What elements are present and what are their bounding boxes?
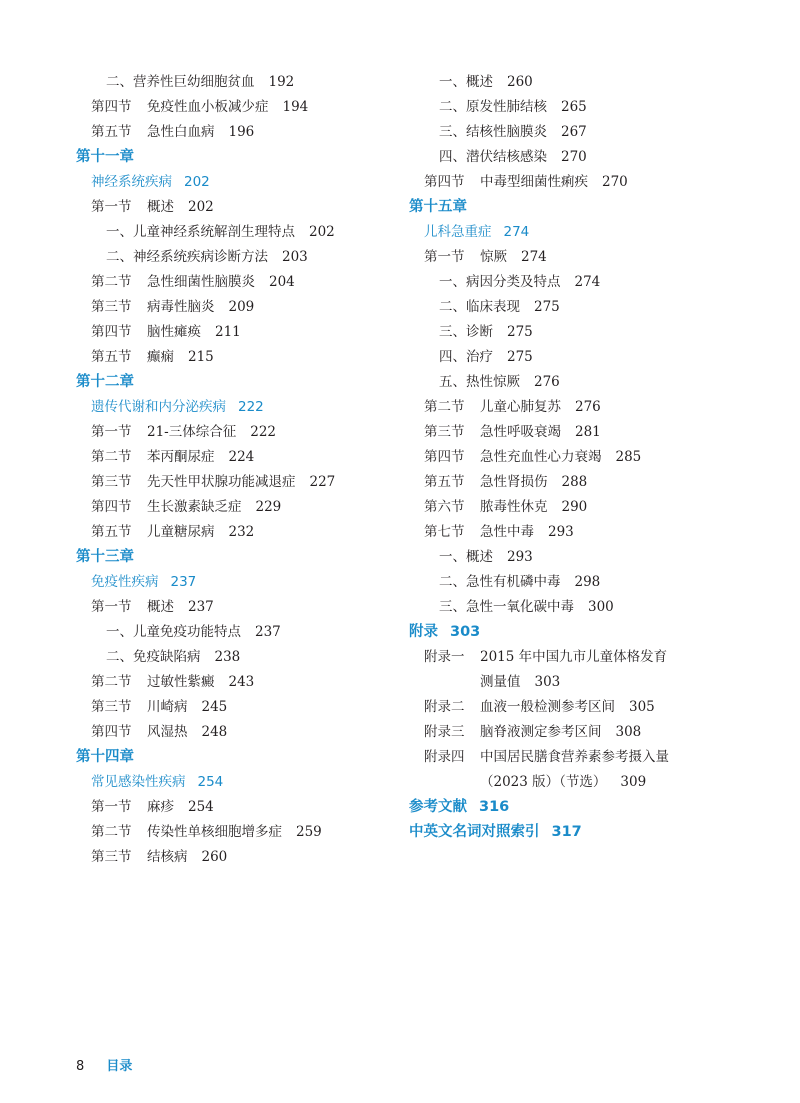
footer-label: 目录 <box>106 1059 133 1074</box>
entry-label: 第四节 <box>424 174 465 190</box>
entry-title: 血液一般检测参考区间 <box>480 699 615 715</box>
entry-title: 中国居民膳食营养素参考摄入量 <box>480 749 669 765</box>
entry-label: 第二节 <box>91 449 132 465</box>
toc-entry-chapter[interactable] <box>409 820 779 845</box>
toc-entry-chapter[interactable] <box>76 370 406 395</box>
entry-title: 二、神经系统疾病诊断方法 <box>106 249 268 265</box>
toc-entry-section[interactable] <box>76 670 406 695</box>
entry-page-number: 309 <box>620 774 647 790</box>
entry-title: 三、急性一氧化碳中毒 <box>439 599 574 615</box>
entry-page-number: 227 <box>309 474 336 490</box>
entry-page-number: 237 <box>255 624 281 640</box>
entry-page-number: 222 <box>250 424 277 440</box>
entry-label: 附录三 <box>424 724 465 740</box>
entry-page-number: 275 <box>507 349 533 365</box>
toc-entry-section[interactable] <box>76 795 406 820</box>
entry-title: 测量值 <box>480 674 521 690</box>
entry-title: 苯丙酮尿症 <box>147 449 215 465</box>
entry-title: 一、儿童免疫功能特点 <box>106 624 241 640</box>
toc-entry-appendix[interactable] <box>409 695 779 720</box>
entry-label: 第五节 <box>91 124 132 140</box>
toc-entry-section[interactable] <box>76 270 406 295</box>
entry-title: 四、潜伏结核感染 <box>439 149 547 165</box>
entry-page-number: 202 <box>188 199 214 215</box>
entry-title: 免疫性血小板减少症 <box>147 99 269 115</box>
toc-entry-sub[interactable] <box>76 220 406 245</box>
entry-label: 第二节 <box>91 274 132 290</box>
entry-page-number: 243 <box>228 674 255 690</box>
toc-entry-part[interactable] <box>76 770 406 795</box>
toc-entry-section[interactable] <box>409 520 779 545</box>
entry-title: 脑脊液测定参考区间 <box>480 724 602 740</box>
entry-label: 第三节 <box>91 699 132 715</box>
toc-entry-sub[interactable] <box>409 320 779 345</box>
toc-entry-sub[interactable] <box>409 120 779 145</box>
toc-entry-sub[interactable] <box>76 645 406 670</box>
entry-page-number: 254 <box>197 774 224 790</box>
toc-entry-sub[interactable] <box>409 595 779 620</box>
entry-title: 病毒性脑炎 <box>147 299 215 315</box>
toc-entry-sub[interactable] <box>409 545 779 570</box>
page-footer <box>76 1055 132 1074</box>
toc-entry-section[interactable] <box>409 470 779 495</box>
entry-title: 结核病 <box>147 849 188 865</box>
toc-entry-appendix-cont[interactable] <box>409 770 779 795</box>
toc-entry-part[interactable] <box>409 220 779 245</box>
entry-label: 第一节 <box>91 599 132 615</box>
entry-page-number: 275 <box>507 324 533 340</box>
entry-page-number: 196 <box>228 124 255 140</box>
entry-label: 第四节 <box>91 324 132 340</box>
entry-title: 参考文献 <box>409 799 467 815</box>
toc-entry-sub[interactable] <box>409 570 779 595</box>
toc-entry-section[interactable] <box>76 720 406 745</box>
entry-title: 脑性瘫痪 <box>147 324 201 340</box>
entry-page-number: 267 <box>561 124 587 140</box>
entry-label: 第七节 <box>424 524 465 540</box>
entry-label: 第二节 <box>91 824 132 840</box>
entry-title: 一、概述 <box>439 74 493 90</box>
entry-page-number: 260 <box>507 74 533 90</box>
toc-entry-section[interactable] <box>409 245 779 270</box>
entry-page-number: 303 <box>450 624 481 640</box>
entry-page-number: 203 <box>282 249 308 265</box>
entry-page-number: 303 <box>534 674 561 690</box>
entry-title: 第十二章 <box>76 374 134 390</box>
entry-page-number: 204 <box>269 274 295 290</box>
toc-left-column <box>76 70 406 870</box>
entry-title: 第十四章 <box>76 749 134 765</box>
toc-entry-chapter[interactable] <box>76 145 406 170</box>
entry-label: 第三节 <box>91 849 132 865</box>
entry-page-number: 293 <box>548 524 574 540</box>
entry-page-number: 316 <box>479 799 510 815</box>
toc-entry-section[interactable] <box>76 820 406 845</box>
entry-page-number: 308 <box>615 724 642 740</box>
entry-label: 第二节 <box>424 399 465 415</box>
toc-entry-sub[interactable] <box>409 95 779 120</box>
entry-page-number: 202 <box>184 174 210 190</box>
entry-label: 第五节 <box>91 349 132 365</box>
entry-title: 中英文名词对照索引 <box>409 824 540 840</box>
entry-page-number: 281 <box>575 424 601 440</box>
entry-title: 三、诊断 <box>439 324 493 340</box>
entry-title: 中毒型细菌性痢疾 <box>480 174 588 190</box>
entry-title: 概述 <box>147 599 174 615</box>
entry-title: 一、病因分类及特点 <box>439 274 561 290</box>
entry-title: 癫痫 <box>147 349 174 365</box>
entry-label: 附录四 <box>424 749 465 765</box>
toc-entry-part[interactable] <box>76 395 406 420</box>
toc-entry-chapter[interactable] <box>409 795 779 820</box>
entry-title: （2023 版）（节选） <box>480 774 607 790</box>
entry-page-number: 260 <box>201 849 228 865</box>
entry-title: 二、免疫缺陷病 <box>106 649 201 665</box>
entry-title: 遗传代谢和内分泌疾病 <box>91 399 226 415</box>
toc-entry-sub[interactable] <box>409 70 779 95</box>
toc-entry-section[interactable] <box>76 195 406 220</box>
entry-title: 一、概述 <box>439 549 493 565</box>
toc-entry-section[interactable] <box>409 395 779 420</box>
toc-entry-section[interactable] <box>409 420 779 445</box>
entry-title: 川崎病 <box>147 699 188 715</box>
toc-entry-sub[interactable] <box>409 295 779 320</box>
toc-entry-section[interactable] <box>76 495 406 520</box>
toc-right-column <box>409 70 779 845</box>
entry-page-number: 276 <box>575 399 601 415</box>
entry-page-number: 232 <box>228 524 255 540</box>
entry-label: 第一节 <box>91 424 132 440</box>
entry-title: 附录 <box>409 624 438 640</box>
entry-title: 惊厥 <box>480 249 507 265</box>
toc-entry-chapter[interactable] <box>76 745 406 770</box>
toc-entry-section[interactable] <box>76 445 406 470</box>
entry-page-number: 245 <box>201 699 228 715</box>
entry-title: 二、原发性肺结核 <box>439 99 547 115</box>
entry-title: 生长激素缺乏症 <box>147 499 242 515</box>
entry-title: 儿童心肺复苏 <box>480 399 561 415</box>
entry-title: 常见感染性疾病 <box>91 774 186 790</box>
entry-label: 第三节 <box>91 299 132 315</box>
entry-label: 第三节 <box>424 424 465 440</box>
entry-page-number: 265 <box>561 99 587 115</box>
toc-entry-section[interactable] <box>76 695 406 720</box>
toc-entry-section[interactable] <box>76 345 406 370</box>
entry-title: 急性细菌性脑膜炎 <box>147 274 255 290</box>
entry-title: 第十一章 <box>76 149 134 165</box>
entry-title: 免疫性疾病 <box>91 574 159 590</box>
entry-title: 二、临床表现 <box>439 299 520 315</box>
entry-page-number: 229 <box>255 499 282 515</box>
entry-page-number: 317 <box>551 824 582 840</box>
toc-entry-sub[interactable] <box>76 70 406 95</box>
entry-label: 第一节 <box>91 799 132 815</box>
entry-page-number: 270 <box>561 149 587 165</box>
entry-title: 急性肾损伤 <box>480 474 548 490</box>
entry-page-number: 238 <box>214 649 241 665</box>
toc-entry-section[interactable] <box>76 520 406 545</box>
entry-title: 急性白血病 <box>147 124 215 140</box>
toc-entry-section[interactable] <box>409 445 779 470</box>
entry-title: 五、热性惊厥 <box>439 374 520 390</box>
toc-entry-chapter[interactable] <box>409 620 779 645</box>
entry-label: 第四节 <box>424 449 465 465</box>
entry-label: 第五节 <box>91 524 132 540</box>
entry-label: 附录二 <box>424 699 465 715</box>
entry-title: 麻疹 <box>147 799 174 815</box>
entry-page-number: 274 <box>503 224 530 240</box>
toc-entry-section[interactable] <box>76 595 406 620</box>
entry-page-number: 202 <box>309 224 335 240</box>
entry-page-number: 192 <box>268 74 295 90</box>
entry-title: 二、急性有机磷中毒 <box>439 574 561 590</box>
toc-entry-appendix[interactable] <box>409 745 779 770</box>
entry-page-number: 237 <box>170 574 197 590</box>
entry-title: 四、治疗 <box>439 349 493 365</box>
entry-page-number: 274 <box>574 274 601 290</box>
entry-label: 第六节 <box>424 499 465 515</box>
toc-entry-chapter[interactable] <box>409 195 779 220</box>
entry-page-number: 276 <box>534 374 560 390</box>
toc-entry-section[interactable] <box>76 295 406 320</box>
entry-page-number: 254 <box>188 799 214 815</box>
entry-page-number: 211 <box>215 324 241 340</box>
entry-label: 第一节 <box>424 249 465 265</box>
entry-label: 第三节 <box>91 474 132 490</box>
entry-page-number: 285 <box>615 449 642 465</box>
toc-entry-section[interactable] <box>409 495 779 520</box>
entry-title: 急性充血性心力衰竭 <box>480 449 602 465</box>
toc-entry-part[interactable] <box>76 170 406 195</box>
toc-entry-sub[interactable] <box>409 345 779 370</box>
entry-page-number: 209 <box>228 299 255 315</box>
entry-title: 脓毒性休克 <box>480 499 548 515</box>
entry-page-number: 274 <box>521 249 547 265</box>
entry-page-number: 293 <box>507 549 533 565</box>
entry-title: 神经系统疾病 <box>91 174 172 190</box>
entry-page-number: 259 <box>296 824 322 840</box>
entry-label: 第四节 <box>91 724 132 740</box>
entry-title: 21-三体综合征 <box>147 424 237 440</box>
entry-title: 急性中毒 <box>480 524 534 540</box>
entry-label: 第二节 <box>91 674 132 690</box>
entry-label: 第五节 <box>424 474 465 490</box>
entry-title: 风湿热 <box>147 724 188 740</box>
entry-page-number: 298 <box>574 574 601 590</box>
entry-title: 一、儿童神经系统解剖生理特点 <box>106 224 295 240</box>
entry-page-number: 237 <box>188 599 214 615</box>
toc-entry-section[interactable] <box>76 845 406 870</box>
entry-title: 第十三章 <box>76 549 134 565</box>
toc-entry-sub[interactable] <box>76 620 406 645</box>
toc-entry-section[interactable] <box>76 320 406 345</box>
entry-title: 三、结核性脑膜炎 <box>439 124 547 140</box>
entry-page-number: 222 <box>238 399 264 415</box>
entry-title: 先天性甲状腺功能减退症 <box>147 474 296 490</box>
entry-page-number: 288 <box>561 474 588 490</box>
toc-entry-section[interactable] <box>76 470 406 495</box>
entry-page-number: 300 <box>588 599 614 615</box>
entry-title: 二、营养性巨幼细胞贫血 <box>106 74 255 90</box>
toc-entry-section[interactable] <box>76 95 406 120</box>
toc-entry-chapter[interactable] <box>76 545 406 570</box>
toc-entry-appendix[interactable] <box>409 645 779 670</box>
entry-title: 过敏性紫癜 <box>147 674 215 690</box>
entry-label: 第四节 <box>91 499 132 515</box>
entry-page-number: 270 <box>602 174 628 190</box>
toc-entry-appendix-cont[interactable] <box>409 670 779 695</box>
entry-title: 儿童糖尿病 <box>147 524 215 540</box>
entry-title: 概述 <box>147 199 174 215</box>
entry-title: 2015 年中国九市儿童体格发育 <box>480 649 668 665</box>
entry-title: 第十五章 <box>409 199 467 215</box>
toc-entry-sub[interactable] <box>409 370 779 395</box>
toc-entry-part[interactable] <box>76 570 406 595</box>
entry-label: 第一节 <box>91 199 132 215</box>
entry-title: 急性呼吸衰竭 <box>480 424 561 440</box>
entry-page-number: 275 <box>534 299 560 315</box>
page-number: 8 <box>76 1059 85 1074</box>
toc-entry-section[interactable] <box>76 120 406 145</box>
entry-page-number: 305 <box>629 699 655 715</box>
toc-entry-sub[interactable] <box>76 245 406 270</box>
toc-entry-section[interactable] <box>409 170 779 195</box>
toc-entry-sub[interactable] <box>409 270 779 295</box>
entry-page-number: 248 <box>201 724 228 740</box>
toc-entry-sub[interactable] <box>409 145 779 170</box>
entry-label: 第四节 <box>91 99 132 115</box>
entry-title: 传染性单核细胞增多症 <box>147 824 282 840</box>
entry-title: 儿科急重症 <box>424 224 492 240</box>
entry-page-number: 290 <box>561 499 588 515</box>
entry-page-number: 224 <box>228 449 255 465</box>
entry-page-number: 194 <box>282 99 309 115</box>
entry-page-number: 215 <box>188 349 214 365</box>
toc-entry-appendix[interactable] <box>409 720 779 745</box>
entry-label: 附录一 <box>424 649 465 665</box>
toc-entry-section[interactable] <box>76 420 406 445</box>
